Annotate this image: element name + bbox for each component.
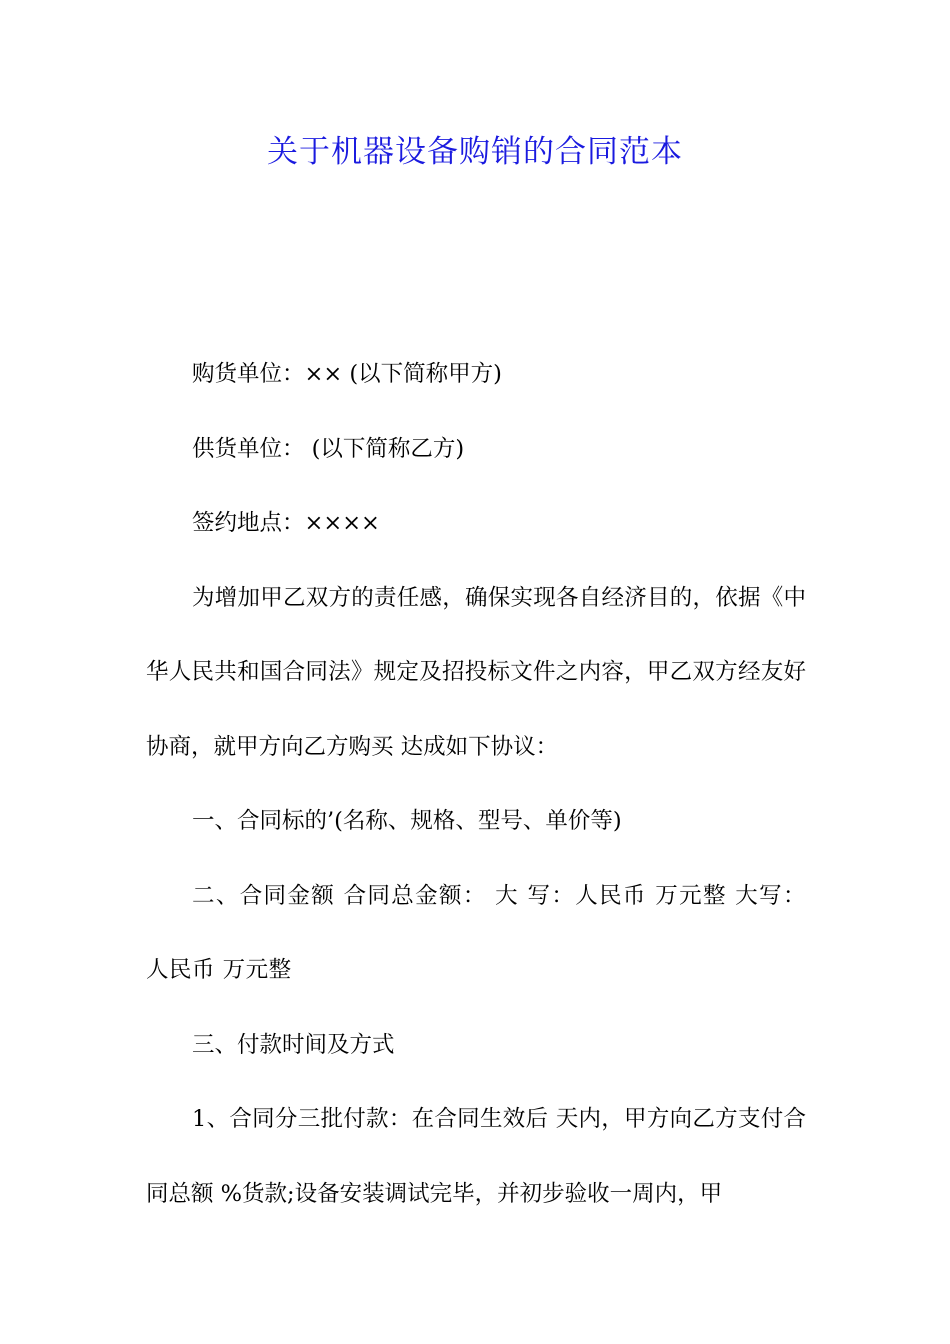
section-2-paragraph: 二、合同金额 合同总金额： 大 写：人民币 万元整 大写： 人民币 万元整 (146, 882, 806, 983)
payment-clause-paragraph: 1、合同分三批付款：在合同生效后 天内，甲方向乙方支付合同总额 %货款;设备安装调试完毕，并初步验收一周内，甲 (146, 1106, 806, 1207)
section-3-heading: 三、付款时间及方式 (192, 1031, 395, 1058)
signing-location-line: 签约地点：×××× (192, 510, 380, 536)
buyer-line: 购货单位：×× (以下简称甲方) (192, 361, 502, 387)
preamble-paragraph: 为增加甲乙双方的责任感，确保实现各自经济目的，依据《中华人民共和国合同法》规定及招投标文件之内容，甲乙双方经友好协商，就甲方向乙方购买 达成如下协议： (146, 584, 806, 760)
document-body (146, 337, 806, 1231)
document-title: 关于机器设备购销的合同范本 (267, 134, 683, 170)
supplier-line: 供货单位： (以下简称乙方) (192, 435, 465, 462)
section-1-heading: 一、合同标的’(名称、规格、型号、单价等) (192, 808, 622, 834)
